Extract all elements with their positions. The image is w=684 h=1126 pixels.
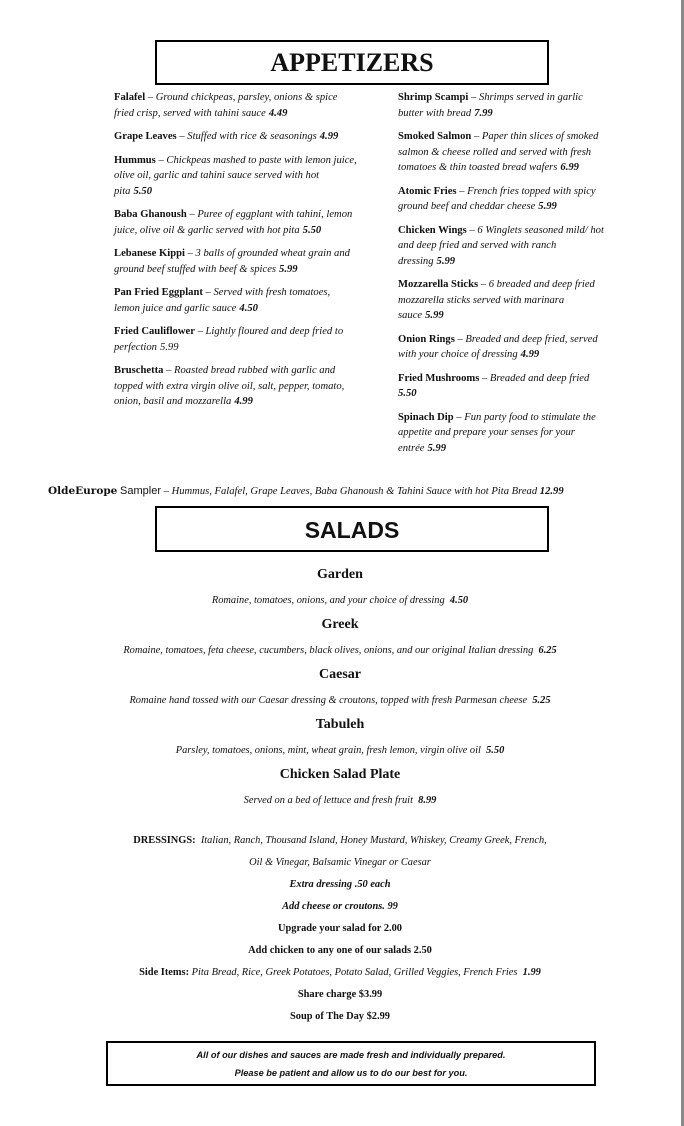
side-items-price: 1.99	[522, 967, 541, 978]
item-desc: – 6 Winglets seasoned mild/ hot and deep fried and served with ranch dressing	[398, 224, 604, 267]
item-name: Bruschetta	[114, 365, 164, 376]
side-items-label: Side Items:	[139, 967, 190, 978]
item-name: Lebanese Kippi	[114, 248, 185, 259]
menu-item	[398, 410, 610, 457]
salad-desc: Parsley, tomatoes, onions, mint, wheat grain, fresh lemon, virgin olive oil	[175, 745, 481, 756]
item-name: Chicken Wings	[398, 224, 467, 236]
side-items-line	[60, 967, 620, 978]
menu-item	[114, 246, 358, 277]
item-name: Mozzarella Sticks	[398, 279, 479, 290]
sampler-line	[48, 485, 648, 497]
dressings-line	[60, 835, 620, 846]
item-price: 4.99	[319, 131, 339, 142]
salad-desc: Romaine hand tossed with our Caesar dressing & croutons, topped with fresh Parmesan cheese	[129, 695, 528, 706]
item-price: 5.99	[425, 310, 444, 321]
item-desc: – Shrimps served in garlic butter with bread	[398, 92, 583, 119]
item-desc: – Puree of eggplant with tahini, lemon juice, olive oil & garlic served with hot pita	[114, 209, 353, 236]
item-price: 5.99	[436, 255, 456, 267]
menu-item	[114, 324, 358, 355]
item-name: Baba Ghanoush	[114, 209, 187, 220]
menu-item	[398, 90, 610, 121]
salad-name: Tabuleh	[315, 717, 365, 732]
notice-line-1: All of our dishes and sauces are made fresh and individually prepared.	[196, 1050, 506, 1060]
item-price: 6.99	[560, 162, 579, 173]
menu-item	[398, 371, 610, 402]
item-name: Shrimp Scampi	[398, 92, 469, 103]
item-desc: – French fries topped with spicy ground beef and cheddar cheese	[398, 185, 596, 212]
item-price: 5.50	[302, 224, 322, 236]
sampler-price: 12.99	[539, 486, 564, 497]
item-desc: – Ground chickpeas, parsley, onions & spice fried crisp, served with tahini sauce	[114, 92, 338, 119]
notice-box	[106, 1041, 596, 1086]
item-name: Hummus	[114, 154, 156, 166]
item-price: 5.50	[398, 388, 417, 399]
sampler-label: Sampler	[120, 485, 161, 497]
item-price: 4.50	[239, 302, 258, 314]
item-name: Fried Cauliflower	[114, 326, 195, 337]
salad-price: 8.99	[418, 795, 437, 806]
item-desc: – Served with fresh tomatoes, lemon juice and garlic sauce	[114, 287, 331, 314]
item-name: Atomic Fries	[398, 185, 457, 197]
item-desc: – Stuffed with rice & seasonings	[176, 131, 317, 142]
salad-item	[60, 617, 620, 656]
salad-name: Greek	[321, 617, 359, 632]
appetizers-title: APPETIZERS	[155, 40, 549, 85]
dressings-line-2: Oil & Vinegar, Balsamic Vinegar or Caesar	[249, 857, 431, 868]
appetizers-right-column	[398, 90, 610, 464]
item-price: 5.99	[159, 341, 179, 353]
menu-item	[114, 153, 358, 200]
item-desc: – Breaded and deep fried	[479, 372, 590, 384]
salad-item	[60, 767, 620, 806]
item-price: 5.99	[279, 263, 298, 275]
sampler-desc: – Hummus, Falafel, Grape Leaves, Baba Ghanoush & Tahini Sauce with hot Pita Bread	[160, 486, 538, 497]
salad-item	[60, 717, 620, 756]
item-price: 5.99	[538, 201, 557, 212]
sampler-brand: OldeEurope	[48, 485, 118, 497]
item-desc: – Paper thin slices of smoked salmon & cheese rolled and served with fresh tomatoes & thin toasted bread wafers	[398, 131, 599, 173]
menu-item	[398, 129, 610, 176]
salad-name: Garden	[317, 567, 363, 582]
menu-item	[398, 223, 610, 270]
salad-item	[60, 567, 620, 606]
menu-item	[114, 90, 358, 121]
item-price: 4.49	[268, 107, 288, 119]
add-chicken-note: Add chicken to any one of our salads 2.50	[248, 945, 432, 956]
item-price: 5.50	[133, 185, 153, 197]
menu-item	[114, 207, 358, 238]
item-name: Grape Leaves	[114, 131, 177, 142]
item-name: Onion Rings	[398, 333, 455, 345]
item-desc: – Fun party food to stimulate the appetite and prepare your senses for your entrée	[398, 411, 596, 454]
item-desc: – Breaded and deep fried, served with your choice of dressing	[398, 333, 598, 360]
salad-item	[60, 667, 620, 706]
item-price: 4.99	[520, 349, 540, 360]
add-cheese-note: Add cheese or croutons. 99	[282, 901, 398, 912]
salad-desc: Romaine, tomatoes, feta cheese, cucumbers, black olives, onions, and our original Italian dressing	[123, 645, 534, 656]
salad-name: Caesar	[319, 667, 361, 682]
dressings-list: Italian, Ranch, Thousand Island, Honey Mustard, Whiskey, Creamy Greek, French,	[200, 835, 547, 846]
menu-item	[114, 363, 358, 410]
notice-line-2: Please be patient and allow us to do our best for you.	[234, 1068, 468, 1078]
salad-price: 5.50	[486, 745, 505, 756]
item-desc: – Roasted bread rubbed with garlic and topped with extra virgin olive oil, salt, pepper, tomato, onion, basil and mozzarella	[114, 365, 345, 407]
salad-desc: Served on a bed of lettuce and fresh fruit	[243, 795, 413, 806]
salad-price: 5.25	[532, 695, 551, 706]
extra-dressing-note: Extra dressing .50 each	[289, 879, 391, 890]
item-name: Fried Mushrooms	[398, 372, 480, 384]
menu-item	[398, 332, 610, 363]
item-desc: – Lightly floured and deep fried to perfection	[114, 326, 344, 353]
item-price: 5.99	[427, 442, 447, 454]
salad-name: Chicken Salad Plate	[279, 767, 401, 782]
menu-item	[398, 184, 610, 215]
item-desc: – Chickpeas mashed to paste with lemon juice, olive oil, garlic and tahini sauce served with hot pita	[114, 154, 357, 197]
salads-title: SALADS	[155, 506, 549, 552]
dressings-label: DRESSINGS:	[133, 835, 196, 846]
salad-price: 4.50	[449, 595, 469, 606]
item-name: Spinach Dip	[398, 411, 454, 423]
salad-desc: Romaine, tomatoes, onions, and your choice of dressing	[211, 595, 445, 606]
item-name: Falafel	[114, 92, 146, 103]
menu-item	[114, 129, 358, 145]
side-items-list: Pita Bread, Rice, Greek Potatoes, Potato Salad, Grilled Veggies, French Fries	[191, 967, 518, 978]
appetizers-left-column	[114, 90, 358, 418]
menu-item	[114, 285, 358, 316]
item-name: Smoked Salmon	[398, 131, 472, 142]
item-desc: – 6 breaded and deep fried mozzarella sticks served with marinara sauce	[398, 279, 595, 321]
item-price: 4.99	[234, 396, 253, 407]
item-name: Pan Fried Eggplant	[114, 287, 203, 298]
menu-item	[398, 277, 610, 324]
soup-of-the-day: Soup of The Day $2.99	[290, 1011, 390, 1022]
salad-price: 6.25	[538, 645, 557, 656]
item-price: 7.99	[474, 107, 493, 119]
share-charge: Share charge $3.99	[297, 989, 383, 1000]
item-desc: – 3 balls of grounded wheat grain and ground beef stuffed with beef & spices	[114, 248, 350, 275]
upgrade-note: Upgrade your salad for 2.00	[277, 923, 403, 934]
